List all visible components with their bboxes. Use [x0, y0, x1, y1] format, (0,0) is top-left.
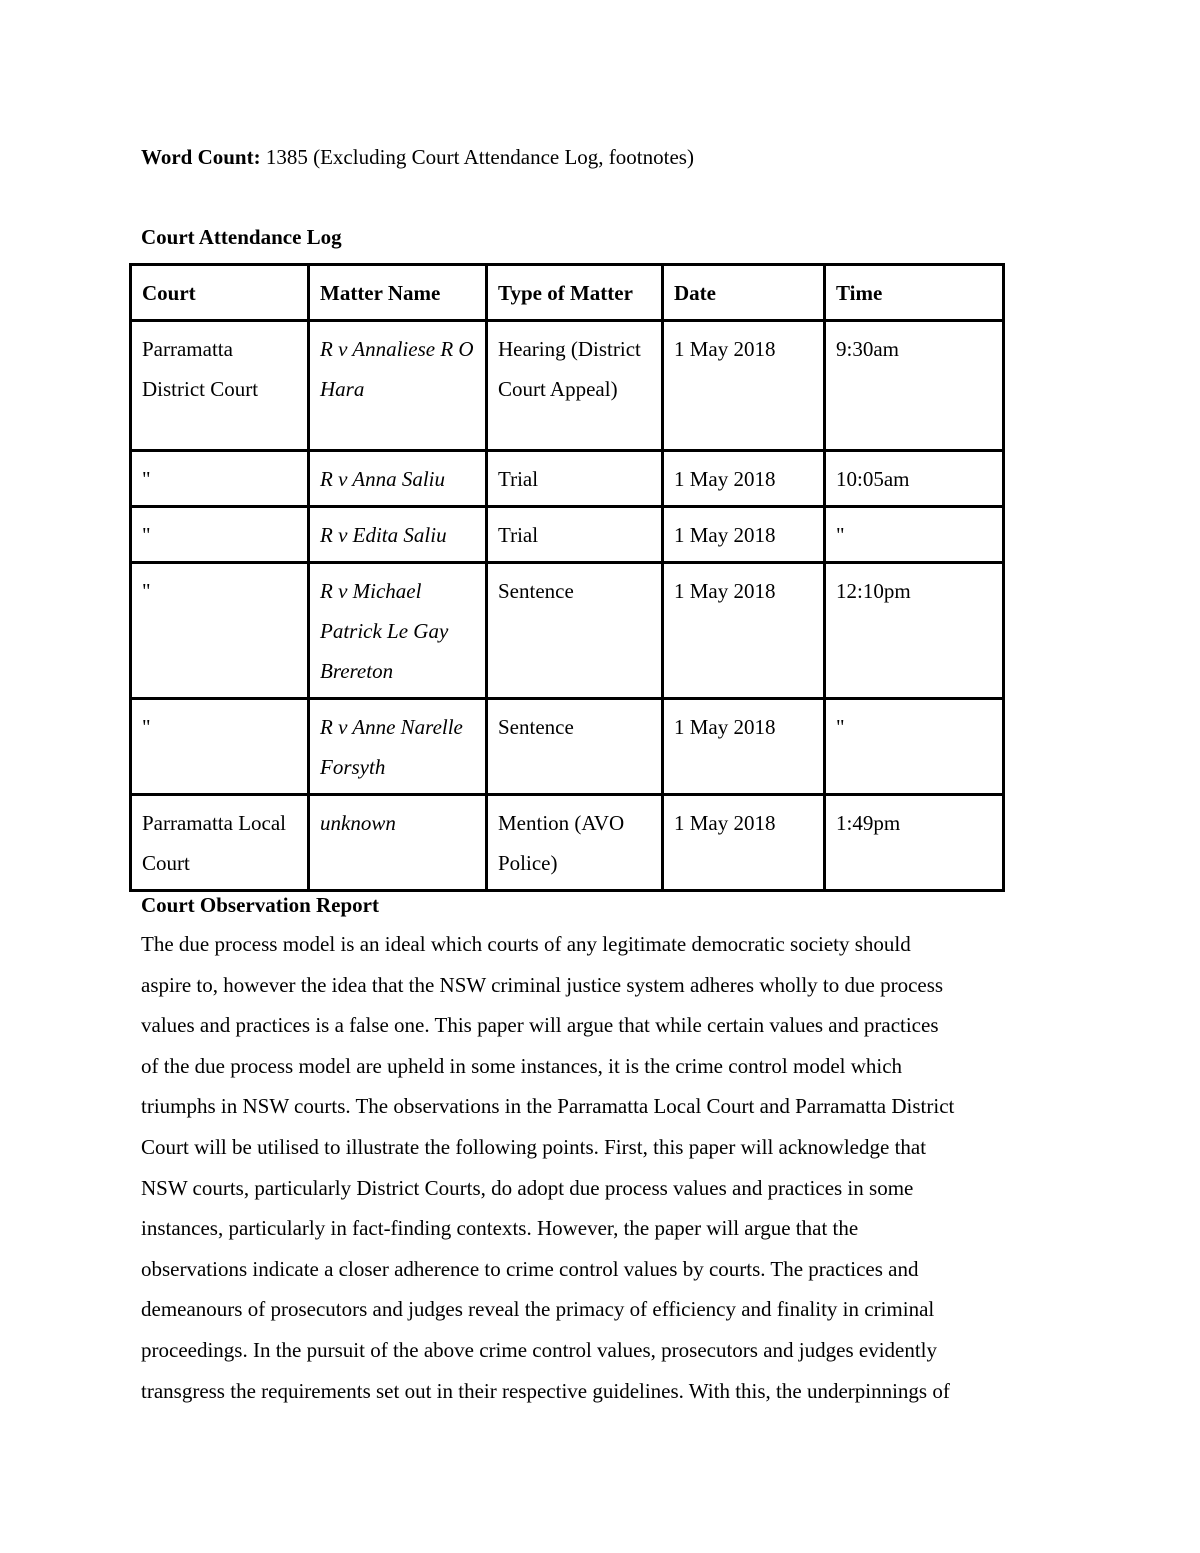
cell-court: ": [131, 507, 309, 563]
attendance-log-table: [129, 263, 1005, 892]
table-row: [131, 699, 1004, 795]
column-header-time: Time: [825, 265, 1004, 321]
paragraph-line: instances, particularly in fact-finding contexts. However, the paper will argue that the: [141, 1216, 859, 1241]
cell-date: 1 May 2018: [663, 795, 825, 891]
column-header-court: Court: [131, 265, 309, 321]
paragraph-line: demeanours of prosecutors and judges reveal the primacy of efficiency and finality in criminal: [141, 1297, 935, 1322]
paragraph-line: triumphs in NSW courts. The observations in the Parramatta Local Court and Parramatta District: [141, 1094, 955, 1119]
cell-court: ": [131, 699, 309, 795]
paragraph-line: aspire to, however the idea that the NSW criminal justice system adheres wholly to due process: [141, 972, 944, 997]
cell-time: 1:49pm: [825, 795, 1004, 891]
table-row: [131, 795, 1004, 891]
cell-type-of-matter: Mention (AVO Police): [487, 795, 663, 891]
cell-matter-name: R v Michael Patrick Le Gay Brereton: [309, 563, 487, 699]
cell-court: Parramatta District Court: [131, 321, 309, 451]
word-count: [141, 142, 694, 172]
cell-time: 12:10pm: [825, 563, 1004, 699]
cell-date: 1 May 2018: [663, 563, 825, 699]
cell-time: 10:05am: [825, 451, 1004, 507]
column-header-date: Date: [663, 265, 825, 321]
cell-type-of-matter: Hearing (District Court Appeal): [487, 321, 663, 451]
word-count-value: 1385 (Excluding Court Attendance Log, footnotes): [260, 145, 694, 169]
cell-court: Parramatta Local Court: [131, 795, 309, 891]
paragraph-line: Court will be utilised to illustrate the following points. First, this paper will acknowledge that: [141, 1134, 927, 1159]
attendance-log-heading: Court Attendance Log: [141, 225, 342, 249]
cell-matter-name: R v Annaliese R O Hara: [309, 321, 487, 451]
cell-type-of-matter: Trial: [487, 451, 663, 507]
paragraph-line: observations indicate a closer adherence to crime control values by courts. The practices and: [141, 1256, 919, 1281]
column-header-matter-name: Matter Name: [309, 265, 487, 321]
column-header-type-of-matter: Type of Matter: [487, 265, 663, 321]
table-header-row: [131, 265, 1004, 321]
cell-time: ": [825, 699, 1004, 795]
cell-type-of-matter: Trial: [487, 507, 663, 563]
cell-date: 1 May 2018: [663, 507, 825, 563]
observation-report-body: [141, 924, 1086, 1411]
cell-date: 1 May 2018: [663, 321, 825, 451]
table-row: [131, 507, 1004, 563]
cell-matter-name: R v Anne Narelle Forsyth: [309, 699, 487, 795]
cell-type-of-matter: Sentence: [487, 563, 663, 699]
cell-date: 1 May 2018: [663, 451, 825, 507]
cell-time: ": [825, 507, 1004, 563]
cell-matter-name: R v Anna Saliu: [309, 451, 487, 507]
paragraph-line: values and practices is a false one. This paper will argue that while certain values and practices: [141, 1013, 939, 1038]
cell-type-of-matter: Sentence: [487, 699, 663, 795]
cell-court: ": [131, 451, 309, 507]
paragraph-line: proceedings. In the pursuit of the above crime control values, prosecutors and judges evidently: [141, 1337, 938, 1362]
cell-date: 1 May 2018: [663, 699, 825, 795]
paragraph-line: The due process model is an ideal which courts of any legitimate democratic society should: [141, 932, 911, 956]
cell-matter-name: unknown: [309, 795, 487, 891]
word-count-label: Word Count:: [141, 145, 261, 169]
table-row: [131, 451, 1004, 507]
observation-report-heading: Court Observation Report: [141, 893, 379, 917]
table-row: [131, 321, 1004, 451]
paragraph-line: of the due process model are upheld in some instances, it is the crime control model which: [141, 1053, 903, 1078]
cell-court: ": [131, 563, 309, 699]
paragraph-line: NSW courts, particularly District Courts, do adopt due process values and practices in some: [141, 1175, 914, 1200]
table-row: [131, 563, 1004, 699]
cell-matter-name: R v Edita Saliu: [309, 507, 487, 563]
cell-time: 9:30am: [825, 321, 1004, 451]
paragraph-line: transgress the requirements set out in their respective guidelines. With this, the underpinnings of: [141, 1378, 950, 1403]
